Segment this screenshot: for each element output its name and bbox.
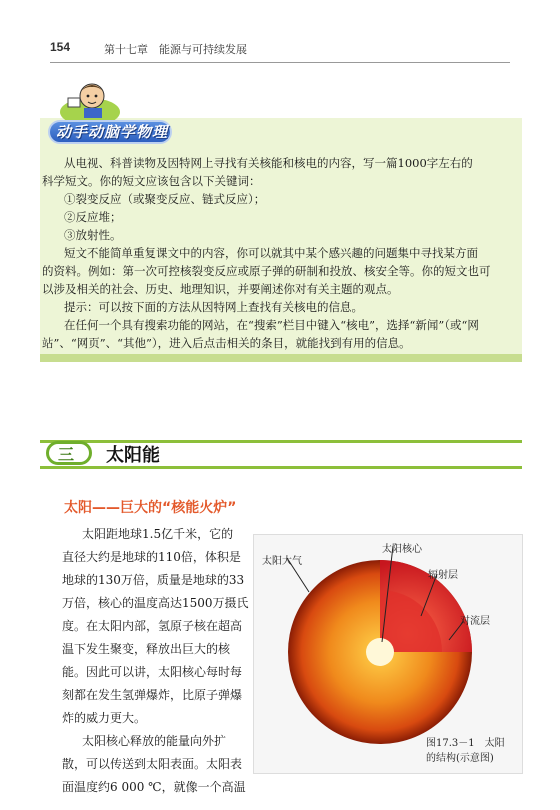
paragraph-line: 地球的130万倍，质量是地球的33 [62,573,245,587]
paragraph-line: 面温度约6 000 ℃，就像一个高温 [62,780,246,794]
hands-on-line: 在任何一个具有搜索功能的网站，在“搜索”栏目中键入“核电”，选择“新闻”（或“网 [64,318,479,332]
student-mascot-icon [60,78,120,122]
figure-caption [426,736,505,766]
label-sun-atmosphere: 太阳大气 [262,556,302,567]
header-divider [50,62,510,63]
figure-caption-line: 图17.3－1 太阳 [426,738,505,749]
hands-on-line: 科学短文。你的短文应该包含以下关键词： [42,174,261,188]
page-header [50,38,520,60]
chapter-title: 第十七章 能源与可持续发展 [104,44,247,56]
figure-caption-line: 的结构(示意图) [426,753,494,764]
hands-on-line: 提示：可以按下面的方法从因特网上查找有关核电的信息。 [64,300,363,314]
hands-on-line: 站”、“网页”、“其他”），进入后点击相关的条目，就能找到有用的信息。 [42,336,411,350]
hands-on-line: 以涉及相关的社会、历史、地理知识，并要阐述你对有关主题的观点。 [42,282,399,296]
label-sun-core: 太阳核心 [382,544,422,555]
hands-on-line: ③放射性。 [64,228,122,242]
section-number: 三 [58,445,75,464]
subsection-title: 太阳——巨大的“核能火炉” [64,500,237,516]
hands-on-title: 动手动脑学物理 [56,123,169,141]
paragraph-line: 刻都在发生氢弹爆炸，比原子弹爆 [62,688,243,702]
sun-core [366,638,394,666]
paragraph-line: 太阳距地球1.5亿千米，它的 [82,527,234,541]
paragraph-line: 直径大约是地球的110倍，体积是 [62,550,241,564]
hands-on-line: ②反应堆； [64,210,122,224]
paragraph-line: 散，可以传送到太阳表面。太阳表 [62,757,243,771]
hands-on-box-bottom-border [40,354,522,362]
paragraph-line: 万倍，核心的温度高达1500万摄氏 [62,596,249,610]
paragraph-line: 度。在太阳内部，氢原子核在超高 [62,619,243,633]
paragraph-line: 温下发生聚变，释放出巨大的核 [62,642,231,656]
hands-on-line: 短文不能简单重复课文中的内容，你可以就其中某个感兴趣的问题集中寻找某方面 [64,246,478,260]
hands-on-line: 的资料。例如：第一次可控核裂变反应或原子弹的研制和投放、核安全等。你的短文也可 [42,264,491,278]
paragraph-line: 炸的威力更大。 [62,711,147,725]
label-radiative-zone: 辐射层 [428,570,458,581]
hands-on-line: 从电视、科普读物及因特网上寻找有关核能和核电的内容，写一篇1000字左右的 [64,156,473,170]
page-number: 154 [50,40,71,54]
paragraph-line: 太阳核心释放的能量向外扩 [82,734,227,748]
paragraph-line: 能。因此可以讲，太阳核心每时每 [62,665,243,679]
label-convective-zone: 对流层 [460,616,490,627]
section-title: 太阳能 [106,445,160,466]
hands-on-line: ①裂变反应（或聚变反应、链式反应）； [64,192,266,206]
